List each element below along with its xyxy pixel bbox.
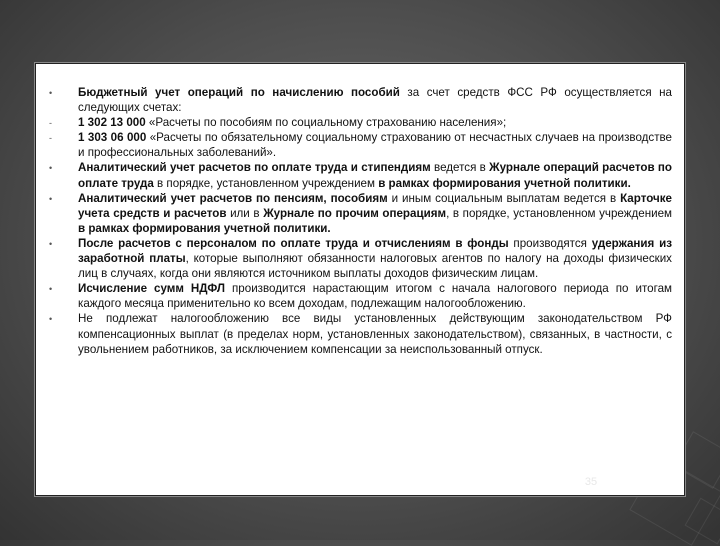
text-run: в порядке, установленном учреждением (153, 176, 379, 190)
bold-text: После расчетов с персоналом по оплате труда и отчислениям в фонды (78, 236, 509, 250)
text-run: производится нарастающим итогом с начала налогового периода по итогам каждого месяца применительно ко всем доходам, подлежащим налогообложению. (78, 282, 672, 311)
bold-text: Журнале по прочим операциям (263, 206, 447, 220)
bullet-marker: - (49, 133, 52, 144)
bullet-marker: • (49, 88, 53, 98)
slide-content-box (35, 63, 685, 496)
text-run: производятся (508, 236, 592, 250)
bold-text: Журнале операций расчетов по оплате труда (78, 161, 672, 190)
paragraph (78, 311, 672, 356)
bold-text: 1 302 13 000 (78, 116, 146, 130)
bullet-marker: • (49, 314, 53, 325)
bold-text: Карточке учета средств и расчетов (78, 191, 672, 220)
bullet-marker: • (49, 193, 53, 204)
text-run: «Расчеты по пособиям по социальному страхованию населения»; (145, 116, 507, 130)
paragraph (78, 281, 672, 311)
bold-text: удержания из заработной платы (78, 236, 672, 266)
text-run: , которые выполняют обязанности налоговых агентов по налогу на доходы физических лиц в случаях, когда они являются источником выплаты доходов физическим лицам. (78, 252, 672, 281)
slide-text-body (78, 85, 672, 357)
bullet-marker: • (49, 284, 53, 295)
text-run: и иным социальным выплатам ведется в (387, 191, 621, 205)
text-run: , в порядке, установленном учреждением (446, 206, 673, 220)
bold-text: Аналитический учет расчетов по оплате труда и стипендиям (78, 161, 431, 175)
paragraph (78, 85, 672, 115)
text-run: «Расчеты по обязательному социальному страхованию от несчастных случаев на производстве и профессиональных заболеваний». (78, 131, 672, 160)
bold-text: Аналитический учет расчетов по пенсиям, пособиям (78, 191, 388, 205)
bullet-marker: - (49, 118, 52, 129)
paragraph (78, 115, 672, 130)
text-run: ведется в (430, 161, 490, 175)
paragraph (78, 236, 672, 281)
paragraph (78, 130, 672, 160)
text-run: или в (226, 206, 264, 220)
bold-text: Бюджетный учет операций по начислению пособий (78, 86, 400, 99)
bold-text: в рамках формирования учетной политики. (378, 176, 631, 190)
paragraph (78, 191, 672, 236)
bold-text: в рамках формирования учетной политики. (78, 221, 331, 235)
bold-text: Исчисление сумм НДФЛ (78, 282, 226, 296)
bullet-marker: • (49, 238, 53, 249)
text-run: Не подлежат налогообложению все виды установленных действующим законодательством РФ компенсационных выплат (в пределах норм, установленных законодательством), связанных, в частности, с увольнением работников, за исключением компенсации за неиспользованный отпуск. (78, 312, 672, 356)
page-number: 35 (584, 476, 598, 488)
bullet-marker: • (49, 163, 53, 174)
bold-text: 1 303 06 000 (78, 131, 147, 145)
text-run: за счет средств ФСС РФ осуществляется на следующих счетах: (78, 86, 672, 115)
paragraph (78, 160, 672, 190)
